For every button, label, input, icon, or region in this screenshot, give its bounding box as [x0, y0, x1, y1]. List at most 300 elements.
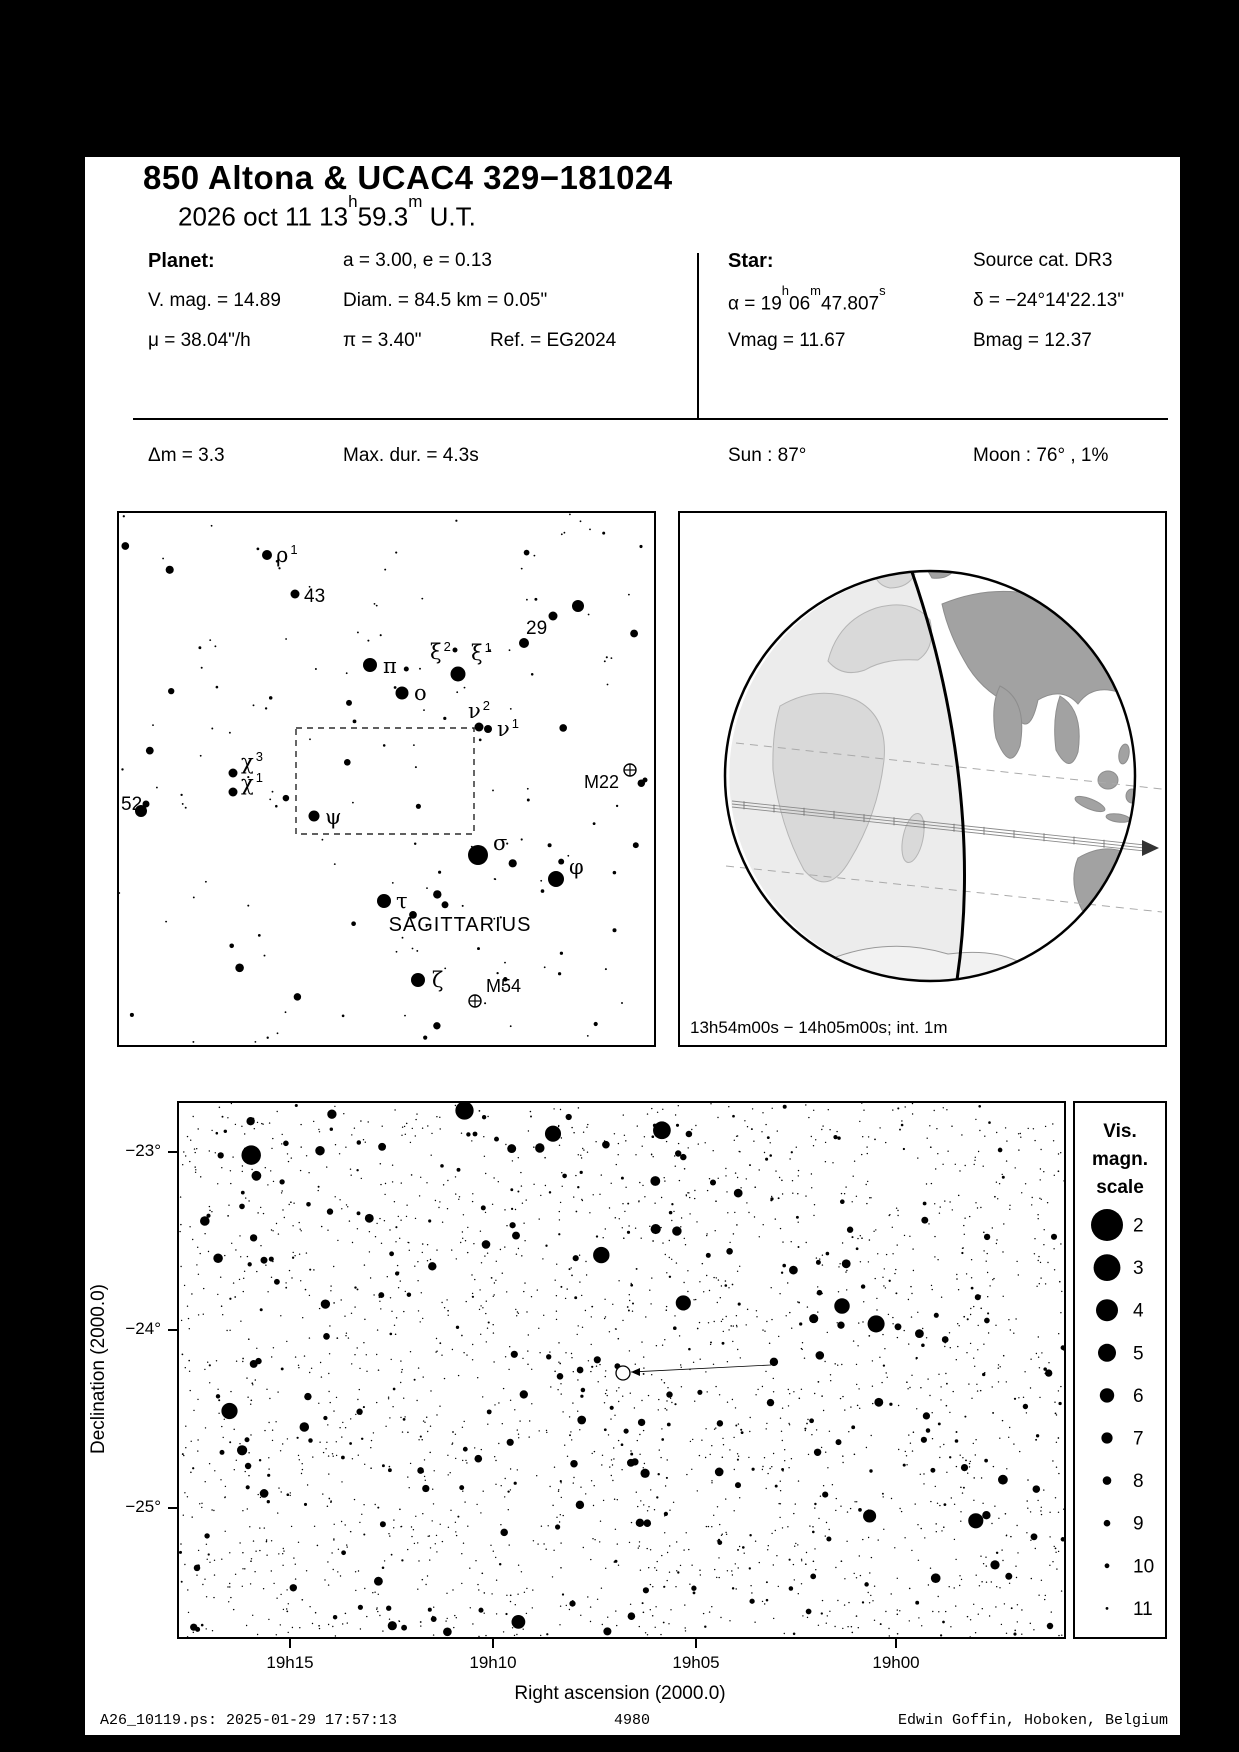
field-star [784, 1449, 785, 1450]
field-star [309, 1337, 310, 1338]
field-star [704, 1625, 706, 1627]
field-star [402, 1431, 403, 1432]
field-star [200, 1253, 201, 1254]
field-star [248, 1262, 252, 1266]
background-star [198, 646, 201, 649]
field-star [422, 1485, 429, 1492]
field-star [1033, 1629, 1034, 1630]
field-star [514, 1482, 517, 1485]
field-star [1055, 1548, 1057, 1550]
field-star [495, 1280, 496, 1281]
field-star [787, 1526, 788, 1527]
field-star [587, 1124, 588, 1125]
field-star [224, 1255, 225, 1256]
field-star [825, 1142, 826, 1143]
field-star [1030, 1623, 1031, 1624]
field-star [427, 1260, 428, 1261]
field-star [809, 1418, 814, 1423]
field-star [1061, 1537, 1064, 1542]
field-star [457, 1168, 461, 1172]
field-star [861, 1154, 862, 1155]
field-star [627, 1231, 630, 1234]
background-star [396, 951, 398, 953]
legend-title-line: scale [1096, 1177, 1144, 1198]
field-star [360, 1120, 362, 1122]
field-star [610, 1406, 614, 1410]
field-star [749, 1534, 751, 1536]
field-star [1036, 1434, 1039, 1437]
field-star [522, 1358, 523, 1359]
field-star [651, 1154, 652, 1155]
field-star [984, 1136, 985, 1137]
field-star [973, 1443, 974, 1444]
field-star [927, 1378, 928, 1379]
field-star [970, 1308, 971, 1309]
field-star [260, 1497, 261, 1498]
field-star [295, 1104, 298, 1107]
field-star [677, 1571, 679, 1573]
field-star [614, 1415, 615, 1416]
field-star [521, 1255, 522, 1256]
field-star [182, 1164, 183, 1165]
field-star [1027, 1508, 1028, 1509]
field-star [315, 1612, 317, 1614]
field-star [816, 1257, 817, 1258]
background-star [269, 696, 273, 700]
field-star [801, 1560, 802, 1561]
field-star [856, 1364, 857, 1365]
field-star [462, 1491, 463, 1492]
field-star [1020, 1137, 1021, 1138]
field-star [458, 1375, 459, 1376]
field-star [456, 1535, 457, 1536]
y-tick-label: −24° [125, 1319, 161, 1338]
background-star [294, 993, 301, 1000]
field-star [987, 1253, 988, 1254]
field-star [815, 1139, 816, 1140]
field-star [466, 1301, 467, 1302]
field-star [1006, 1633, 1007, 1634]
field-star [422, 1318, 423, 1319]
field-star [1030, 1540, 1031, 1541]
field-star [264, 1430, 265, 1431]
field-star [788, 1423, 789, 1424]
field-star [1006, 1381, 1007, 1382]
field-star [643, 1611, 645, 1613]
field-star [456, 1326, 459, 1329]
field-star [778, 1503, 780, 1505]
field-star [721, 1535, 722, 1536]
field-star [546, 1430, 547, 1431]
field-star [1045, 1126, 1046, 1127]
field-star [217, 1389, 218, 1390]
field-star [438, 1207, 439, 1208]
field-star [625, 1187, 626, 1188]
legend-star-dot [1101, 1432, 1112, 1443]
field-star [866, 1203, 867, 1204]
field-star [319, 1131, 320, 1132]
background-star [357, 631, 359, 633]
field-star [245, 1197, 246, 1198]
star-alpha [728, 283, 886, 315]
field-star [444, 1378, 445, 1379]
field-star [286, 1608, 287, 1609]
field-star [558, 1233, 560, 1235]
field-star [932, 1412, 933, 1413]
background-star [602, 532, 605, 535]
legend-magnitude-value: 10 [1133, 1556, 1155, 1578]
field-star [809, 1525, 810, 1526]
field-star [733, 1233, 735, 1235]
field-star [406, 1123, 408, 1125]
legend-magnitude-value: 11 [1133, 1598, 1153, 1620]
field-star [560, 1109, 561, 1110]
field-star [732, 1284, 734, 1286]
field-star [707, 1190, 708, 1191]
field-star [699, 1570, 700, 1571]
field-star [191, 1293, 192, 1294]
field-star [299, 1459, 300, 1460]
field-star [1014, 1398, 1016, 1400]
field-star [227, 1117, 228, 1118]
field-star [242, 1171, 243, 1172]
field-star [441, 1355, 442, 1356]
field-star [897, 1215, 898, 1216]
field-star [618, 1387, 619, 1388]
field-star [749, 1567, 751, 1569]
field-star [276, 1223, 277, 1224]
field-star [309, 1269, 311, 1271]
field-star [524, 1592, 525, 1593]
field-star [1002, 1251, 1003, 1252]
field-star [387, 1276, 388, 1277]
field-star [233, 1429, 234, 1430]
field-star [975, 1202, 976, 1203]
field-star [603, 1627, 611, 1635]
field-star [211, 1211, 212, 1212]
background-star [628, 594, 630, 596]
field-star [842, 1628, 843, 1629]
field-star [987, 1312, 989, 1314]
field-star [618, 1440, 619, 1441]
field-star [389, 1251, 394, 1256]
field-star [735, 1425, 737, 1427]
field-star [229, 1441, 231, 1443]
field-star [218, 1399, 220, 1401]
field-star [407, 1476, 408, 1477]
field-star [555, 1280, 556, 1281]
field-star [487, 1253, 488, 1254]
field-star [1021, 1192, 1022, 1193]
legend-star-dot [1098, 1344, 1116, 1362]
field-star [559, 1145, 560, 1146]
field-star [314, 1526, 315, 1527]
field-star [649, 1290, 650, 1291]
field-star [847, 1511, 848, 1512]
field-star [634, 1407, 635, 1408]
field-star [259, 1527, 260, 1528]
field-star [591, 1480, 592, 1481]
field-star [504, 1209, 505, 1210]
field-star [605, 1228, 606, 1229]
field-star [197, 1247, 198, 1248]
field-star [529, 1420, 530, 1421]
field-star [1052, 1460, 1053, 1461]
field-star [664, 1177, 665, 1178]
field-star [526, 1311, 527, 1312]
field-star [713, 1277, 714, 1278]
field-star [769, 1468, 770, 1469]
field-star [545, 1548, 546, 1549]
field-star [727, 1402, 728, 1403]
field-star [979, 1130, 980, 1131]
field-star [435, 1200, 436, 1201]
field-star [355, 1414, 356, 1415]
field-star [995, 1325, 996, 1326]
legend-star-dot [1104, 1520, 1111, 1527]
field-star [330, 1285, 331, 1286]
field-star [204, 1369, 205, 1370]
field-star [298, 1542, 299, 1543]
field-star [472, 1623, 473, 1624]
field-star [630, 1453, 633, 1456]
field-star [370, 1447, 371, 1448]
legend-star-dot [1106, 1607, 1109, 1610]
field-star [984, 1372, 986, 1374]
field-star [539, 1430, 540, 1431]
field-star [808, 1454, 809, 1455]
x-axis-title: Right ascension (2000.0) [514, 1683, 726, 1704]
named-star-dot [229, 769, 238, 778]
field-star [557, 1373, 564, 1380]
field-star [734, 1140, 735, 1141]
field-star [409, 1250, 410, 1251]
field-star [365, 1142, 366, 1143]
field-star [341, 1481, 342, 1482]
field-star [237, 1445, 247, 1455]
field-star [579, 1281, 580, 1282]
background-star [374, 603, 376, 605]
field-star [453, 1627, 454, 1628]
field-star [998, 1148, 1003, 1153]
field-star [640, 1570, 641, 1571]
field-star [433, 1607, 434, 1608]
field-star [476, 1504, 477, 1505]
field-star [885, 1287, 886, 1288]
x-tick-mark [695, 1639, 697, 1648]
field-star [597, 1381, 598, 1382]
field-star [341, 1521, 342, 1522]
field-star [1049, 1512, 1050, 1513]
field-star [690, 1441, 691, 1442]
field-star [628, 1225, 629, 1226]
field-star [924, 1537, 925, 1538]
legend-title-line: Vis. [1103, 1121, 1137, 1142]
field-star [776, 1555, 777, 1556]
field-star [559, 1521, 560, 1522]
field-star [515, 1604, 516, 1605]
field-star [822, 1293, 823, 1294]
field-star [807, 1617, 808, 1618]
field-star [1018, 1133, 1019, 1134]
field-star [491, 1593, 492, 1594]
field-star [289, 1270, 290, 1271]
field-star [780, 1481, 781, 1482]
field-star [718, 1178, 719, 1179]
field-star [848, 1602, 849, 1603]
field-star [667, 1423, 671, 1427]
field-star [290, 1201, 292, 1203]
field-star [207, 1362, 208, 1363]
field-star [463, 1421, 464, 1422]
field-star [882, 1277, 883, 1278]
field-star [613, 1458, 614, 1459]
field-star [482, 1240, 491, 1249]
field-star [680, 1226, 681, 1227]
field-star [389, 1333, 392, 1336]
field-star [862, 1321, 863, 1322]
field-star [399, 1508, 401, 1510]
field-star [996, 1182, 997, 1183]
field-star [989, 1285, 990, 1286]
field-star [444, 1307, 445, 1308]
field-star [318, 1129, 319, 1130]
field-star [826, 1522, 827, 1523]
field-star [391, 1554, 393, 1556]
field-star [493, 1332, 494, 1333]
y-tick-mark [168, 1329, 177, 1331]
field-star [509, 1346, 510, 1347]
field-star [1015, 1318, 1016, 1319]
field-star [494, 1404, 495, 1405]
field-star [428, 1219, 431, 1222]
field-star [230, 1170, 231, 1171]
field-star [674, 1403, 676, 1405]
field-star [899, 1610, 900, 1611]
field-star [248, 1200, 249, 1201]
field-star [470, 1607, 471, 1608]
x-tick-mark [895, 1639, 897, 1648]
field-star [767, 1473, 768, 1474]
field-star [882, 1334, 883, 1335]
field-star [278, 1487, 279, 1488]
field-star [326, 1442, 327, 1443]
field-star [428, 1262, 436, 1270]
field-star [306, 1252, 307, 1253]
field-star [418, 1367, 419, 1368]
field-star [602, 1455, 603, 1456]
field-star [1058, 1170, 1060, 1172]
field-star [664, 1532, 665, 1533]
field-star [259, 1459, 261, 1461]
field-star [1041, 1352, 1042, 1353]
background-star [438, 871, 441, 874]
field-star [455, 1176, 456, 1177]
field-star [960, 1487, 962, 1489]
field-star [203, 1288, 204, 1289]
field-star [943, 1444, 944, 1445]
field-star [868, 1537, 869, 1538]
field-star [793, 1391, 794, 1392]
field-star [735, 1407, 736, 1408]
field-star [257, 1634, 258, 1635]
field-star [219, 1107, 221, 1109]
field-star [991, 1523, 992, 1524]
magnitude-legend-svg [1075, 1103, 1165, 1637]
field-star [930, 1501, 931, 1502]
field-star [379, 1615, 380, 1616]
field-star [664, 1180, 665, 1181]
field-star [334, 1106, 335, 1107]
field-star [282, 1190, 283, 1191]
background-star [564, 532, 566, 534]
field-star [345, 1524, 346, 1525]
field-star [605, 1376, 606, 1377]
field-star [834, 1626, 835, 1627]
field-star [856, 1615, 858, 1617]
field-star [1061, 1590, 1062, 1591]
field-star [407, 1242, 408, 1243]
field-star [189, 1161, 190, 1162]
field-star [217, 1294, 218, 1295]
field-star [971, 1259, 972, 1260]
field-star [706, 1275, 707, 1276]
field-star [600, 1521, 601, 1522]
field-star [861, 1103, 862, 1104]
field-star [426, 1416, 427, 1417]
field-star [363, 1139, 364, 1140]
field-star [499, 1563, 501, 1565]
field-star [222, 1116, 224, 1118]
field-star [736, 1224, 738, 1226]
star-label: Star: [728, 250, 774, 272]
field-star [622, 1396, 623, 1397]
field-star [455, 1522, 456, 1523]
field-star [379, 1218, 380, 1219]
field-star [978, 1614, 979, 1615]
field-star [982, 1511, 990, 1519]
field-star [616, 1164, 617, 1165]
field-star [517, 1191, 519, 1193]
field-star [436, 1535, 437, 1536]
field-star [260, 1308, 263, 1311]
star-label: π [383, 654, 397, 678]
field-star [753, 1141, 754, 1142]
field-star [1000, 1366, 1001, 1367]
background-star [384, 569, 386, 571]
background-star [404, 1015, 406, 1017]
background-star [527, 799, 530, 802]
field-star [393, 1519, 394, 1520]
background-star [185, 807, 187, 809]
field-star [282, 1209, 283, 1210]
field-star [471, 1140, 472, 1141]
field-star [793, 1633, 796, 1636]
field-star [356, 1169, 358, 1171]
field-star [778, 1197, 780, 1199]
field-star [654, 1509, 655, 1510]
background-star [166, 566, 174, 574]
field-star [491, 1277, 493, 1279]
field-star [722, 1319, 723, 1320]
field-star [1034, 1253, 1035, 1254]
field-star [515, 1309, 516, 1310]
field-star [673, 1326, 677, 1330]
field-star [503, 1631, 504, 1632]
field-star [603, 1500, 604, 1501]
field-star [400, 1382, 401, 1383]
star-label: ο [414, 681, 427, 705]
